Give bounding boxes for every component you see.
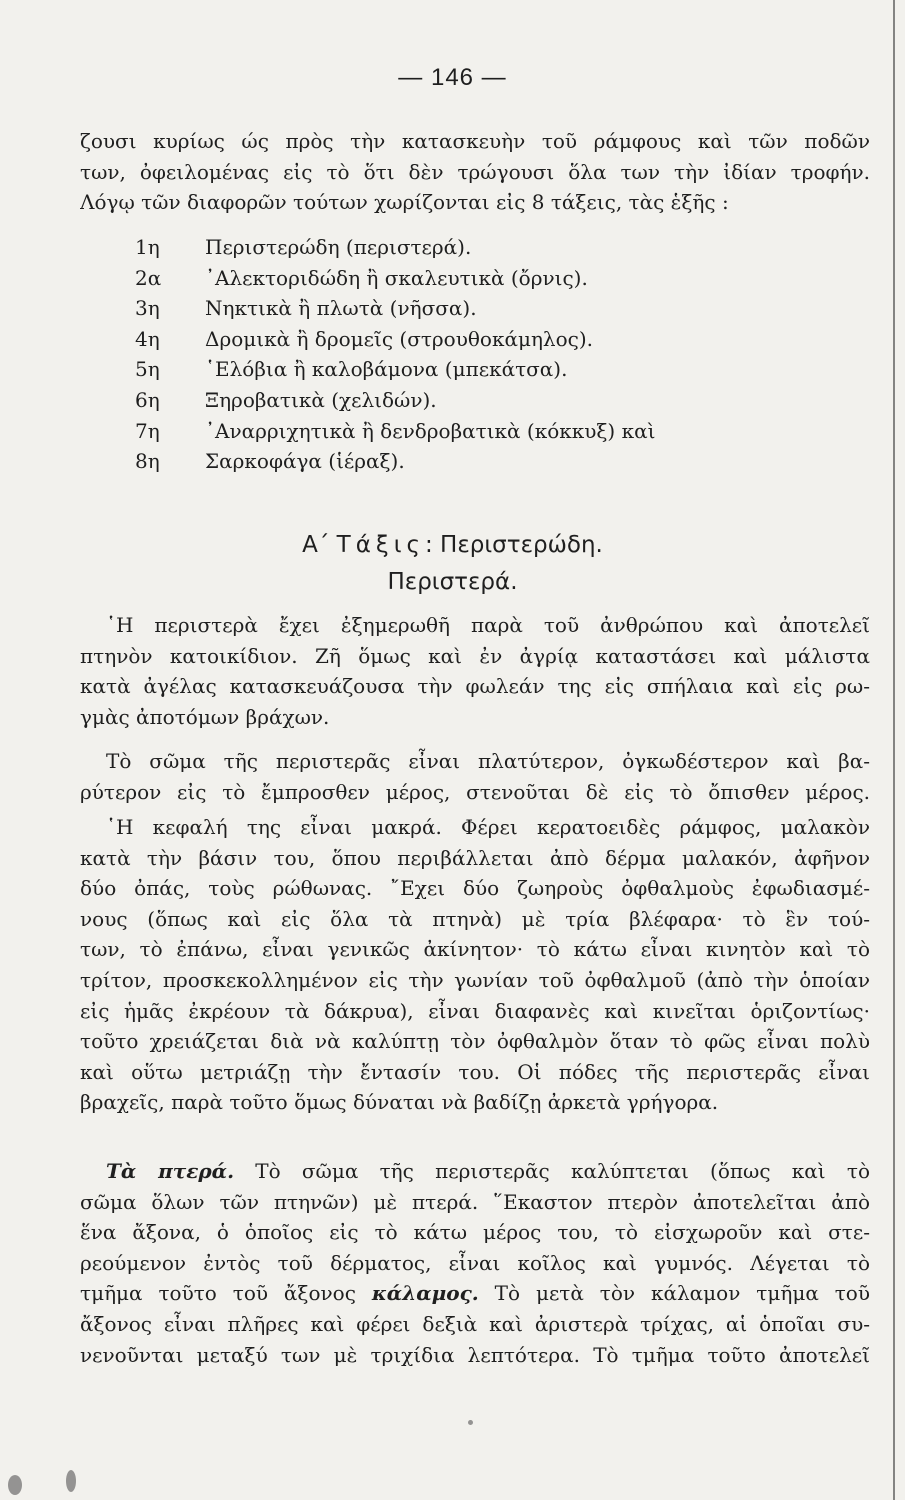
order-number: 2α — [135, 265, 162, 290]
text-line: Λόγῳ τῶν διαφορῶν τούτων χωρίζονται εἰς 8 τάξεις, τὰς ἑξῆς : — [80, 190, 729, 215]
section-heading — [0, 528, 905, 562]
ink-speck — [8, 1475, 22, 1495]
text-line: νενοῦνται μεταξύ των μὲ τριχίδια λεπτότερα. Τὸ τμῆμα τοῦτο ἀποτελεῖ — [80, 1342, 870, 1367]
paragraph-4 — [80, 1156, 870, 1370]
list-item — [135, 446, 655, 477]
order-number: 4η — [135, 326, 160, 351]
order-number: 1η — [135, 235, 160, 259]
order-text: Περιστερώδη (περιστερά). — [205, 235, 472, 259]
text-line: ρεούμενον ἐντὸς τοῦ δέρματος, εἶναι κοῖλος καὶ γυμνός. Λέγεται τὸ — [80, 1250, 870, 1275]
text-line: εἰς ἡμᾶς ἐκρέουν τὰ δάκρυα), εἶναι διαφανὲς καὶ κινεῖται ὁριζοντίως· — [80, 998, 870, 1023]
text-line: ῾Η κεφαλή της εἶναι μακρά. Φέρει κερατοειδὲς ράμφος, μαλακὸν — [106, 815, 870, 839]
text-line: τρίτον, προσκεκολλημένον εἰς τὴν γωνίαν τοῦ ὀφθαλμοῦ (ἀπὸ τὴν ὁποίαν — [80, 967, 870, 992]
text-line — [80, 1278, 870, 1309]
section-heading-prefix: Α΄ — [302, 532, 330, 558]
order-text: Νηκτικὰ ἢ πλωτὰ (νῆσσα). — [205, 296, 477, 321]
list-item — [135, 324, 655, 355]
text-line: των, τὸ ἐπάνω, εἶναι γενικῶς ἀκίνητον· τὸ κάτω εἶναι κινητὸν καὶ τὸ — [80, 937, 870, 962]
text-line: των, ὀφειλομένας εἰς τὸ ὅτι δὲν τρώγουσι ὅλα των τὴν ἰδίαν τροφήν. — [80, 159, 870, 184]
list-item — [135, 232, 655, 263]
paragraph-3 — [80, 812, 870, 1118]
text-line: δύο ὀπάς, τοὺς ρώθωνας. ῎Εχει δύο ζωηροὺς ὀφθαλμοὺς ἐφωδιασμέ- — [80, 876, 870, 901]
ink-speck — [468, 1420, 473, 1425]
order-number: 5η — [135, 357, 160, 382]
text-line: ἄξονος εἶναι πλῆρες καὶ φέρει δεξιὰ καὶ ἀριστερὰ τρίχας, αἱ ὁποῖαι συ- — [80, 1311, 870, 1336]
section-heading-suffix: : Περιστερώδη. — [425, 532, 603, 558]
list-item — [135, 385, 655, 416]
text-span: Τὸ μετὰ τὸν κάλαμον τμῆμα τοῦ — [494, 1281, 870, 1306]
text-line: σῶμα ὅλων τῶν πτηνῶν) μὲ πτερά. ῞Εκαστον πτερὸν ἀποτελεῖται ἀπὸ — [80, 1189, 870, 1214]
orders-list — [135, 232, 655, 477]
ink-speck — [66, 1470, 76, 1492]
paragraph-2 — [80, 746, 870, 807]
sub-heading: Περιστερά. — [387, 569, 518, 595]
text-line: βραχεῖς, παρὰ τοῦτο ὅμως δύναται νὰ βαδίζῃ ἀρκετὰ γρήγορα. — [80, 1090, 719, 1115]
order-text: ᾿Αλεκτοριδώδη ἢ σκαλευτικὰ (ὄρνις). — [205, 265, 588, 290]
text-line: κατὰ ἀγέλας κατασκευάζουσα τὴν φωλεάν της εἰς σπήλαια καὶ εἰς ρω- — [80, 674, 870, 699]
list-item — [135, 293, 655, 324]
section-heading-word: Τάξις — [336, 532, 425, 558]
term-pterA: Τὰ πτερά. — [106, 1159, 235, 1183]
intro-paragraph — [80, 126, 870, 218]
text-line: κατὰ τὴν βάσιν του, ὅπου περιβάλλεται ἀπὸ δέρμα μαλακόν, ἀφῆνον — [80, 845, 870, 870]
order-text: Δρομικὰ ἢ δρομεῖς (στρουθοκάμηλος). — [205, 326, 594, 351]
text-line: ρύτερον εἰς τὸ ἔμπροσθεν μέρος, στενοῦται δὲ εἰς τὸ ὄπισθεν μέρος. — [80, 779, 870, 804]
text-span: Τὸ σῶμα τῆς περιστερᾶς καλύπτεται (ὅπως καὶ τὸ — [255, 1159, 870, 1183]
order-number: 6η — [135, 387, 160, 412]
text-line: νους (ὅπως καὶ εἰς ὅλα τὰ πτηνὰ) μὲ τρία βλέφαρα· τὸ ἓν τού- — [80, 906, 870, 931]
text-line: ζουσι κυρίως ώς πρὸς τὴν κατασκευὴν τοῦ ράμφους καὶ τῶν ποδῶν — [80, 129, 870, 153]
list-item — [135, 354, 655, 385]
order-number: 3η — [135, 296, 160, 321]
text-line: ἕνα ἄξονα, ὁ ὁποῖος εἰς τὸ κάτω μέρος του, τὸ εἰσχωροῦν καὶ στε- — [80, 1220, 870, 1245]
order-text: Ξηροβατικὰ (χελιδών). — [205, 387, 437, 412]
list-item — [135, 416, 655, 447]
order-text: ᾿Αναρριχητικὰ ἢ δενδροβατικὰ (κόκκυξ) καὶ — [205, 418, 656, 443]
list-item — [135, 263, 655, 294]
order-text: ῾Ελόβια ἢ καλοβάμονα (μπεκάτσα). — [205, 357, 568, 382]
order-number: 7η — [135, 418, 160, 443]
text-line: γμὰς ἀποτόμων βράχων. — [80, 704, 330, 729]
text-span: τμῆμα τοῦτο τοῦ ἄξονος — [80, 1281, 356, 1306]
page-edge-line — [893, 0, 895, 1500]
text-line: Τὸ σῶμα τῆς περιστερᾶς εἶναι πλατύτερον, ὀγκωδέστερον καὶ βα- — [106, 749, 870, 773]
text-line — [80, 1156, 870, 1187]
text-line: πτηνὸν κατοικίδιον. Ζῆ ὅμως καὶ ἐν ἀγρίᾳ καταστάσει καὶ μάλιστα — [80, 643, 870, 668]
text-line: τοῦτο χρειάζεται διὰ νὰ καλύπτῃ τὸν ὀφθαλμὸν ὅταν τὸ φῶς εἶναι πολὺ — [80, 1029, 870, 1054]
paragraph-1 — [80, 610, 870, 732]
page-number: — 146 — — [398, 64, 507, 91]
order-number: 8η — [135, 449, 160, 474]
term-kalamos: κάλαμος. — [371, 1281, 479, 1306]
order-text: Σαρκοφάγα (ἱέραξ). — [205, 449, 405, 474]
text-line: ῾Η περιστερὰ ἔχει ἐξημερωθῆ παρὰ τοῦ ἀνθρώπου καὶ ἀποτελεῖ — [106, 613, 870, 637]
text-line: καὶ οὕτω μετριάζῃ τὴν ἔντασίν του. Οἱ πόδες τῆς περιστερᾶς εἶναι — [80, 1059, 870, 1084]
